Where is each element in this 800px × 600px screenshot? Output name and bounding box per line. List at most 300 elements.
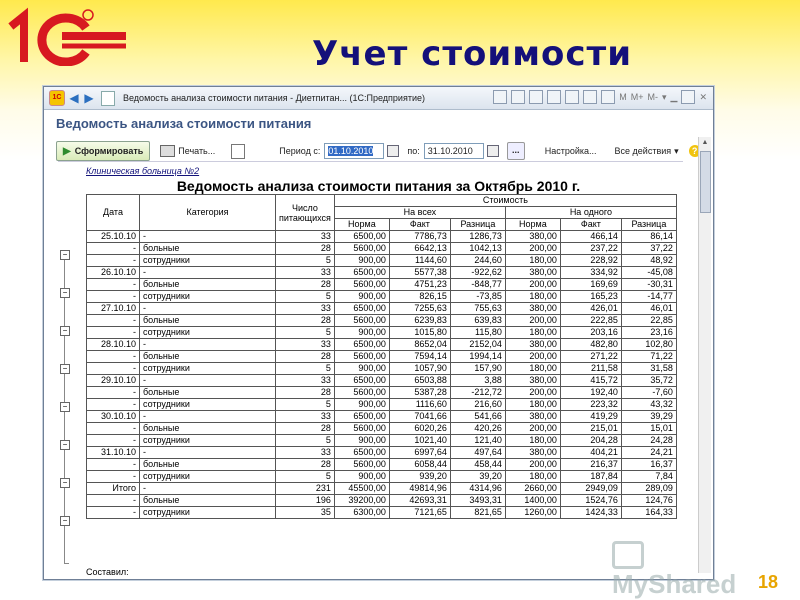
cell-fact-all: 5577,38 [389,267,450,279]
header-cost: Стоимость [334,195,676,207]
cell-diff-one: 124,76 [621,495,676,507]
organization-link[interactable]: Клиническая больница №2 [86,166,200,176]
cell-date: - [87,243,140,255]
cell-category: - [140,267,276,279]
table-row [87,375,677,387]
all-actions-chevron-icon[interactable]: ▾ [674,145,679,156]
cell-diners: 28 [276,423,335,435]
cell-norm-one: 180,00 [505,363,560,375]
cell-category: больные [140,423,276,435]
header-date: Дата [87,195,140,231]
save-icon[interactable] [493,90,507,104]
cell-norm-one: 380,00 [505,411,560,423]
memory-m-button[interactable]: M [619,92,627,102]
cell-fact-all: 826,15 [389,291,450,303]
forward-arrow-icon[interactable]: ▶ [84,91,94,105]
cell-date: - [87,363,140,375]
cell-fact-one: 215,01 [560,423,621,435]
app-window [43,86,714,580]
report-table [86,194,677,519]
table-row [87,483,677,495]
cell-category: - [140,231,276,243]
cell-diff-all: 3,88 [450,375,505,387]
cell-norm-one: 200,00 [505,351,560,363]
cell-norm-all: 5600,00 [334,315,389,327]
cell-diff-one: 46,01 [621,303,676,315]
page-preview-icon[interactable] [231,144,245,159]
cell-date: - [87,327,140,339]
compiled-by-label: Составил: [86,567,129,577]
cell-fact-all: 6997,64 [389,447,450,459]
report-area [58,161,683,580]
cell-fact-one: 237,22 [560,243,621,255]
cell-fact-one: 415,72 [560,375,621,387]
cell-diff-all: 821,65 [450,507,505,519]
cell-diff-all: 216,60 [450,399,505,411]
date-from-calendar-icon[interactable] [387,145,399,157]
header-category: Категория [140,195,276,231]
cell-norm-one: 180,00 [505,399,560,411]
cell-fact-all: 6058,44 [389,459,450,471]
table-row [87,351,677,363]
header-diners: Число питающихся [276,195,335,231]
cell-diners: 196 [276,495,335,507]
cell-diff-one: 164,33 [621,507,676,519]
settings-button[interactable]: Настройка... [544,146,597,156]
cell-category: больные [140,495,276,507]
cell-diff-one: 35,72 [621,375,676,387]
cell-diff-all: 244,60 [450,255,505,267]
cell-diff-one: 22,85 [621,315,676,327]
cell-norm-one: 380,00 [505,303,560,315]
cell-norm-one: 200,00 [505,423,560,435]
cell-diff-one: 31,58 [621,363,676,375]
cell-norm-all: 6500,00 [334,231,389,243]
cell-norm-one: 180,00 [505,255,560,267]
cell-category: - [140,411,276,423]
table-row [87,495,677,507]
cell-fact-all: 6503,88 [389,375,450,387]
cell-diners: 5 [276,363,335,375]
cell-date: - [87,399,140,411]
cell-date: - [87,315,140,327]
cell-norm-all: 5600,00 [334,459,389,471]
cell-fact-one: 2949,09 [560,483,621,495]
table-row [87,411,677,423]
cell-fact-one: 482,80 [560,339,621,351]
table-row [87,279,677,291]
cell-date: Итого [87,483,140,495]
header-all: На всех [334,207,505,219]
period-select-button[interactable]: ... [507,142,525,160]
cell-norm-one: 200,00 [505,279,560,291]
date-from-input[interactable] [324,143,384,159]
cell-date: 28.10.10 [87,339,140,351]
cell-category: больные [140,387,276,399]
collapse-group-icon[interactable]: − [60,288,70,298]
collapse-group-icon[interactable]: − [60,402,70,412]
table-row [87,291,677,303]
table-row [87,459,677,471]
cell-diners: 33 [276,411,335,423]
header-one: На одного [505,207,676,219]
table-row [87,255,677,267]
cell-fact-one: 1424,33 [560,507,621,519]
window-titlebar [44,87,713,110]
header-norm-one: Норма [505,219,560,231]
refresh-icon[interactable] [547,90,561,104]
cell-fact-all: 7786,73 [389,231,450,243]
cell-fact-one: 228,92 [560,255,621,267]
cell-fact-all: 7594,14 [389,351,450,363]
cell-norm-one: 380,00 [505,231,560,243]
cell-diff-all: 1994,14 [450,351,505,363]
cell-norm-one: 380,00 [505,447,560,459]
cell-fact-one: 466,14 [560,231,621,243]
cell-diners: 28 [276,387,335,399]
cell-norm-all: 6500,00 [334,339,389,351]
cell-category: сотрудники [140,255,276,267]
scroll-up-icon[interactable]: ▲ [701,139,709,146]
date-to-calendar-icon[interactable] [487,145,499,157]
cell-date: - [87,459,140,471]
cell-diff-one: 102,80 [621,339,676,351]
all-actions-menu[interactable]: Все действия [614,146,672,156]
form-heading: Ведомость анализа стоимости питания [56,116,312,131]
cell-date: - [87,291,140,303]
watermark-text: MyShared [612,569,737,600]
cell-diff-one: 24,28 [621,435,676,447]
cell-diners: 5 [276,291,335,303]
cell-diners: 5 [276,255,335,267]
table-row [87,423,677,435]
watermark [612,538,762,600]
cell-diners: 28 [276,279,335,291]
cell-norm-one: 180,00 [505,435,560,447]
help-icon[interactable]: ? [689,145,701,157]
cell-diff-one: -30,31 [621,279,676,291]
cell-diff-all: -922,62 [450,267,505,279]
scroll-thumb[interactable] [700,151,711,213]
cell-norm-all: 900,00 [334,399,389,411]
cell-diners: 33 [276,339,335,351]
cell-category: - [140,447,276,459]
cell-fact-all: 1116,60 [389,399,450,411]
cell-date: 27.10.10 [87,303,140,315]
cell-norm-one: 1400,00 [505,495,560,507]
cell-norm-all: 5600,00 [334,279,389,291]
table-row [87,399,677,411]
vertical-scrollbar[interactable] [698,137,711,573]
cell-category: сотрудники [140,327,276,339]
cell-norm-all: 900,00 [334,363,389,375]
cell-norm-all: 6300,00 [334,507,389,519]
slide-number: 18 [757,572,778,592]
cell-category: больные [140,315,276,327]
row-outline [58,162,82,580]
presentation-icon [612,541,644,569]
cell-diff-all: 4314,96 [450,483,505,495]
cell-diff-all: 755,63 [450,303,505,315]
header-norm-all: Норма [334,219,389,231]
1c-logo-icon [8,6,130,66]
calendar-icon[interactable] [601,90,615,104]
collapse-group-icon[interactable]: − [60,478,70,488]
window-tools [493,90,707,104]
cell-fact-all: 4751,23 [389,279,450,291]
cell-diff-one: 289,09 [621,483,676,495]
cell-diff-one: 86,14 [621,231,676,243]
cell-fact-one: 192,40 [560,387,621,399]
cell-norm-one: 180,00 [505,291,560,303]
cell-fact-all: 6642,13 [389,243,450,255]
cell-norm-all: 5600,00 [334,387,389,399]
cell-fact-all: 939,20 [389,471,450,483]
cell-fact-one: 211,58 [560,363,621,375]
cell-fact-all: 1144,60 [389,255,450,267]
cell-norm-one: 180,00 [505,471,560,483]
cell-date: - [87,423,140,435]
preview-icon[interactable] [529,90,543,104]
table-row [87,243,677,255]
collapse-group-icon[interactable]: − [60,326,70,336]
print-button-label: Печать... [178,146,216,156]
cell-diff-all: 1042,13 [450,243,505,255]
cell-norm-all: 5600,00 [334,351,389,363]
report-title: Ведомость анализа стоимости питания за Октябрь 2010 г. [176,178,581,194]
cell-date: - [87,279,140,291]
cell-diners: 28 [276,459,335,471]
cell-date: - [87,435,140,447]
app-logo-icon[interactable]: 1С [49,90,65,106]
cell-diff-all: 541,66 [450,411,505,423]
cell-fact-one: 404,21 [560,447,621,459]
cell-norm-all: 900,00 [334,255,389,267]
generate-button[interactable] [56,141,150,161]
cell-diff-all: -848,77 [450,279,505,291]
cell-diners: 28 [276,243,335,255]
cell-date: 31.10.10 [87,447,140,459]
collapse-group-icon[interactable]: − [60,440,70,450]
cell-date: 26.10.10 [87,267,140,279]
cell-category: - [140,339,276,351]
table-row [87,363,677,375]
cell-diff-one: 7,84 [621,471,676,483]
cell-norm-one: 180,00 [505,327,560,339]
cell-norm-all: 5600,00 [334,423,389,435]
cell-fact-all: 7041,66 [389,411,450,423]
table-row [87,267,677,279]
cell-norm-one: 380,00 [505,267,560,279]
cell-diff-one: -45,08 [621,267,676,279]
cell-diff-all: 1286,73 [450,231,505,243]
cell-norm-one: 200,00 [505,315,560,327]
print-button[interactable] [160,145,215,157]
date-from-value: 01.10.2010 [328,146,374,156]
slide-title: Учет стоимости [312,34,633,74]
header-fact-one: Факт [560,219,621,231]
cell-diners: 33 [276,267,335,279]
cell-norm-all: 6500,00 [334,303,389,315]
table-row [87,303,677,315]
memory-plus-button[interactable]: M+ [630,92,644,102]
date-to-input[interactable]: 31.10.2010 [424,143,484,159]
window-menu-icon[interactable]: ▾ [662,91,667,102]
cell-diners: 28 [276,315,335,327]
cell-diff-one: 37,22 [621,243,676,255]
cell-diff-all: 39,20 [450,471,505,483]
cell-diff-all: 121,40 [450,435,505,447]
cell-diff-all: 420,26 [450,423,505,435]
cell-norm-all: 900,00 [334,435,389,447]
collapse-group-icon[interactable]: − [60,250,70,260]
cell-diff-all: 157,90 [450,363,505,375]
window-title: Ведомость анализа стоимости питания - Диетпитан... (1С:Предприятие) [123,93,425,103]
period-from-label: Период с: [279,146,321,156]
cell-category: больные [140,279,276,291]
cell-diff-one: 71,22 [621,351,676,363]
document-icon [101,91,115,106]
cell-norm-one: 2660,00 [505,483,560,495]
back-arrow-icon[interactable]: ◀ [69,91,79,105]
cell-date: 29.10.10 [87,375,140,387]
table-row [87,387,677,399]
cell-diff-all: 3493,31 [450,495,505,507]
cell-category: больные [140,351,276,363]
cell-diff-all: -73,85 [450,291,505,303]
table-row [87,435,677,447]
cell-fact-all: 7121,65 [389,507,450,519]
cell-date: - [87,495,140,507]
cell-date: - [87,351,140,363]
close-icon[interactable]: ✕ [699,91,707,102]
cell-fact-one: 204,28 [560,435,621,447]
cell-diff-all: -212,72 [450,387,505,399]
cell-norm-one: 200,00 [505,459,560,471]
header-diff-all: Разница [450,219,505,231]
print-icon[interactable] [511,90,525,104]
cell-date: - [87,471,140,483]
cell-fact-one: 203,16 [560,327,621,339]
cell-diff-one: 39,29 [621,411,676,423]
cell-category: больные [140,243,276,255]
cell-diners: 33 [276,447,335,459]
cell-fact-one: 426,01 [560,303,621,315]
cell-norm-all: 6500,00 [334,447,389,459]
cell-diff-one: 48,92 [621,255,676,267]
cell-diners: 5 [276,399,335,411]
cell-diners: 33 [276,375,335,387]
cell-fact-all: 42693,31 [389,495,450,507]
printer-icon [160,145,175,157]
cell-fact-one: 222,85 [560,315,621,327]
cell-diff-all: 458,44 [450,459,505,471]
cell-diff-all: 2152,04 [450,339,505,351]
cell-fact-one: 165,23 [560,291,621,303]
minimize-icon[interactable]: ▁ [670,91,678,102]
cell-diners: 5 [276,471,335,483]
cell-fact-one: 334,92 [560,267,621,279]
cell-diff-all: 639,83 [450,315,505,327]
table-row [87,327,677,339]
cell-fact-one: 1524,76 [560,495,621,507]
cell-norm-all: 6500,00 [334,375,389,387]
header-fact-all: Факт [389,219,450,231]
cell-date: 25.10.10 [87,231,140,243]
cell-fact-one: 169,69 [560,279,621,291]
maximize-icon[interactable] [681,90,695,104]
cell-fact-all: 8652,04 [389,339,450,351]
table-row [87,339,677,351]
cell-diners: 33 [276,303,335,315]
cell-norm-all: 900,00 [334,327,389,339]
cell-diners: 28 [276,351,335,363]
cell-category: - [140,375,276,387]
cell-norm-all: 6500,00 [334,267,389,279]
cell-norm-one: 200,00 [505,243,560,255]
cell-norm-one: 380,00 [505,339,560,351]
cell-diff-all: 497,64 [450,447,505,459]
cell-diners: 231 [276,483,335,495]
cell-norm-one: 200,00 [505,387,560,399]
cell-norm-all: 5600,00 [334,243,389,255]
cell-diners: 33 [276,231,335,243]
cell-date: - [87,507,140,519]
collapse-group-icon[interactable]: − [60,516,70,526]
cell-diff-one: 43,32 [621,399,676,411]
cell-norm-all: 39200,00 [334,495,389,507]
header-diff-one: Разница [621,219,676,231]
cell-category: сотрудники [140,363,276,375]
cell-fact-all: 49814,96 [389,483,450,495]
table-row [87,471,677,483]
memory-minus-button[interactable]: M- [647,92,658,102]
cell-category: - [140,303,276,315]
cell-diff-one: 16,37 [621,459,676,471]
cell-category: сотрудники [140,399,276,411]
cell-norm-all: 900,00 [334,471,389,483]
calculator-icon[interactable] [583,90,597,104]
cell-diff-one: 24,21 [621,447,676,459]
cell-fact-all: 1057,90 [389,363,450,375]
cell-diff-one: 15,01 [621,423,676,435]
cell-diners: 35 [276,507,335,519]
cell-fact-one: 216,37 [560,459,621,471]
cell-fact-all: 6020,26 [389,423,450,435]
cell-category: больные [140,459,276,471]
table-row [87,315,677,327]
favorite-icon[interactable] [565,90,579,104]
cell-norm-one: 380,00 [505,375,560,387]
cell-norm-all: 900,00 [334,291,389,303]
period-to-label: по: [407,146,420,156]
cell-diff-all: 115,80 [450,327,505,339]
cell-fact-one: 271,22 [560,351,621,363]
cell-date: - [87,255,140,267]
cell-category: сотрудники [140,291,276,303]
cell-diners: 5 [276,435,335,447]
play-icon: ▶ [63,145,71,157]
cell-norm-all: 6500,00 [334,411,389,423]
table-row [87,447,677,459]
cell-diff-one: 23,16 [621,327,676,339]
report-body [87,231,677,519]
cell-fact-all: 1021,40 [389,435,450,447]
cell-fact-one: 187,84 [560,471,621,483]
collapse-group-icon[interactable]: − [60,364,70,374]
cell-fact-one: 419,29 [560,411,621,423]
cell-fact-all: 5387,28 [389,387,450,399]
